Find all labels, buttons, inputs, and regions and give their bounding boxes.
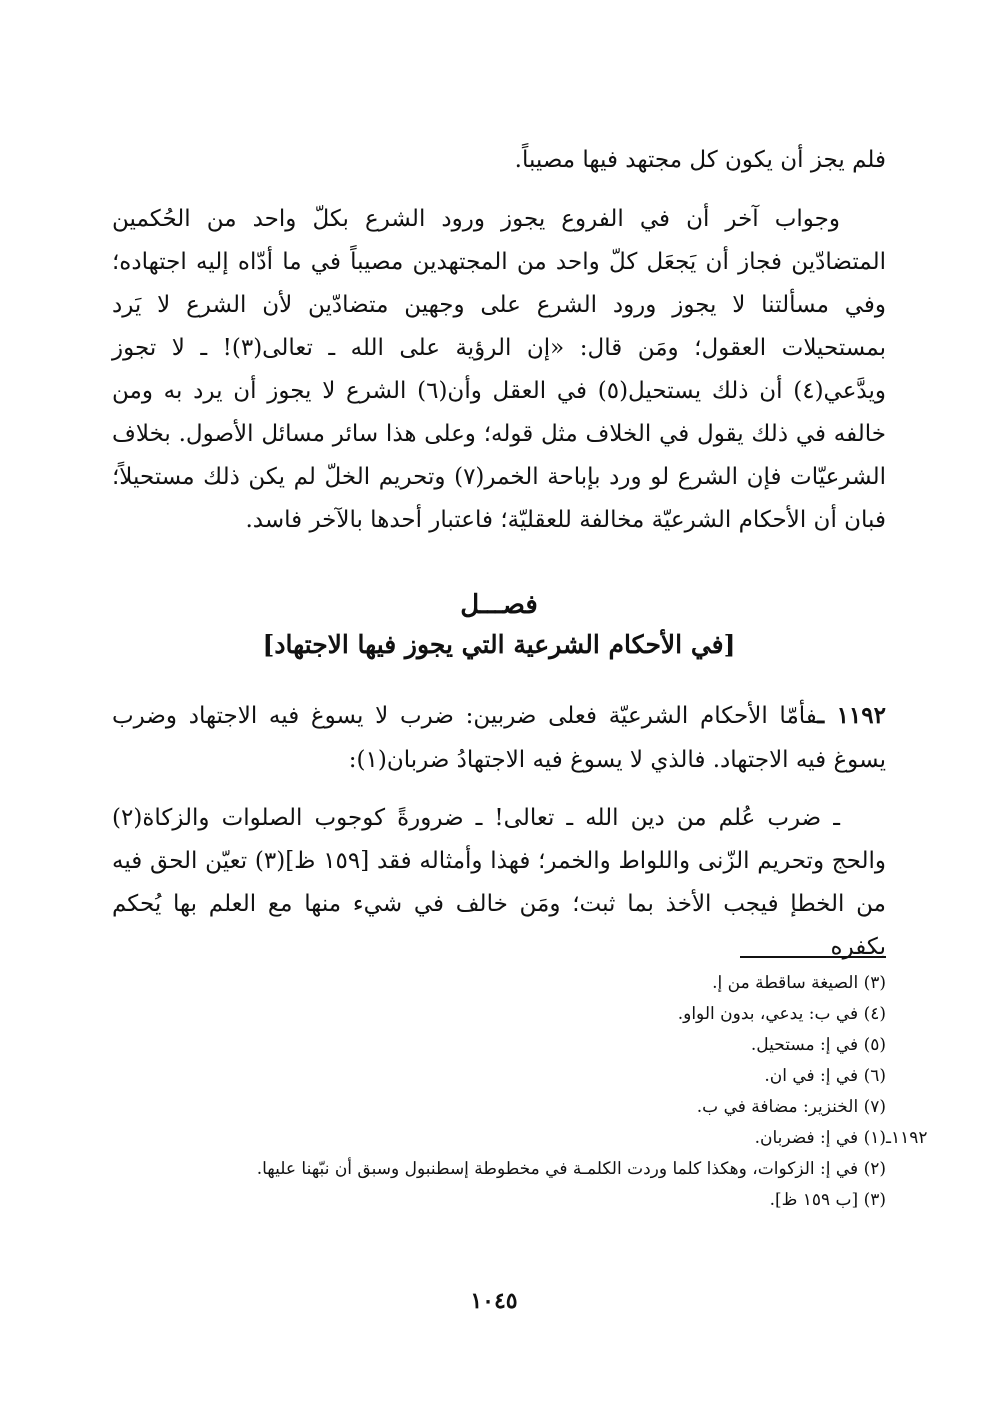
page-number: ١٠٤٥ — [470, 1288, 518, 1314]
footnote-text: (٥) في إ: مستحيل. — [750, 1035, 886, 1055]
footnote-item — [112, 1185, 886, 1216]
footnote-prefix: ١١٩٢ـ — [886, 1128, 928, 1148]
footnote-text: (٣) [ب ١٥٩ ظ]. — [769, 1190, 886, 1210]
paragraph-alternative-answer: وجواب آخر أن في الفروع يجوز ورود الشرع بكلّ واحد من الحُكمين المتضادّين فجاز أن يَجعَل كلّ واحد من المجتهدين مصيباً في ما أدّاه إليه اجتهاده؛ وفي مسألتنا لا يجوز ورود الشرع على وجهين متضادّين لأن الشرع لا يَرد بمستحيلات العقول؛ ومَن قال: «إن الرؤية على الله ـ تعالى(٣)! ـ لا تجوز ويدَّعي(٤) أن ذلك يستحيل(٥) في العقل وأن(٦) الشرع لا يجوز أن يرد به ومن خالفه في ذلك يقول في الخلاف مثل قوله؛ وعلى هذا سائر مسائل الأصول. بخلاف الشرعيّات فإن الشرع لو ورد بإباحة الخمر(٧) وتحريم الخلّ لم يكن ذلك مستحيلاً؛ فبان أن الأحكام الشرعيّة مخالفة للعقليّة؛ فاعتبار أحدها بالآخر فاسد. — [112, 206, 887, 533]
footnote-item — [112, 1030, 886, 1061]
footnote-item — [112, 1061, 886, 1092]
footnote-text: (٧) الخنزير: مضافة في ب. — [696, 1097, 886, 1117]
paragraph-continuation: فلم يجز أن يكون كل مجتهد فيها مصيباً. — [514, 147, 886, 173]
footnote-text: (٣) الصيغة ساقطة من إ. — [712, 973, 886, 993]
section-subtitle: [في الأحكام الشرعية التي يجوز فيها الاجتهاد] — [262, 630, 736, 659]
paragraph-first-kind: ـ ضرب عُلم من دين الله ـ تعالى! ـ ضرورةً كوجوب الصلوات والزكاة(٢) والحج وتحريم الزّنى واللواط والخمر؛ فهذا وأمثاله فقد [١٥٩ ظ](٣) تعيّن الحق فيه من الخطإ فيجب الأخذ بما ثبت؛ ومَن خالف في شيء منها مع العلم بها يُحكم بكفره — [112, 805, 886, 960]
paragraph-number: ١١٩٢ ـ — [817, 702, 886, 729]
footnote-item — [112, 968, 886, 999]
footnote-text: (٦) في إ: في ان. — [764, 1066, 886, 1086]
footnote-item — [112, 1092, 886, 1123]
paragraph-1192 — [112, 694, 886, 782]
section-title: فصـــل — [460, 590, 538, 620]
footnote-separator — [740, 956, 886, 958]
footnote-item — [112, 1154, 886, 1185]
footnote-item — [112, 999, 886, 1030]
footnotes — [112, 968, 928, 1216]
footnote-text: (١) في إ: فضربان. — [754, 1128, 886, 1148]
footnote-item — [112, 1123, 928, 1154]
footnote-text: (٢) في إ: الزكوات، وهكذا كلما وردت الكلمـة في مخطوطة إسطنبول وسبق أن نبّهنا عليها. — [256, 1159, 886, 1179]
footnote-text: (٤) في ب: يدعي، بدون الواو. — [677, 1004, 886, 1024]
paragraph-1192-text: فأمّا الأحكام الشرعيّة فعلى ضربين: ضرب لا يسوغ فيه الاجتهاد وضرب يسوغ فيه الاجتهاد. فالذي لا يسوغ فيه الاجتهادُ ضربان(١): — [112, 703, 886, 773]
